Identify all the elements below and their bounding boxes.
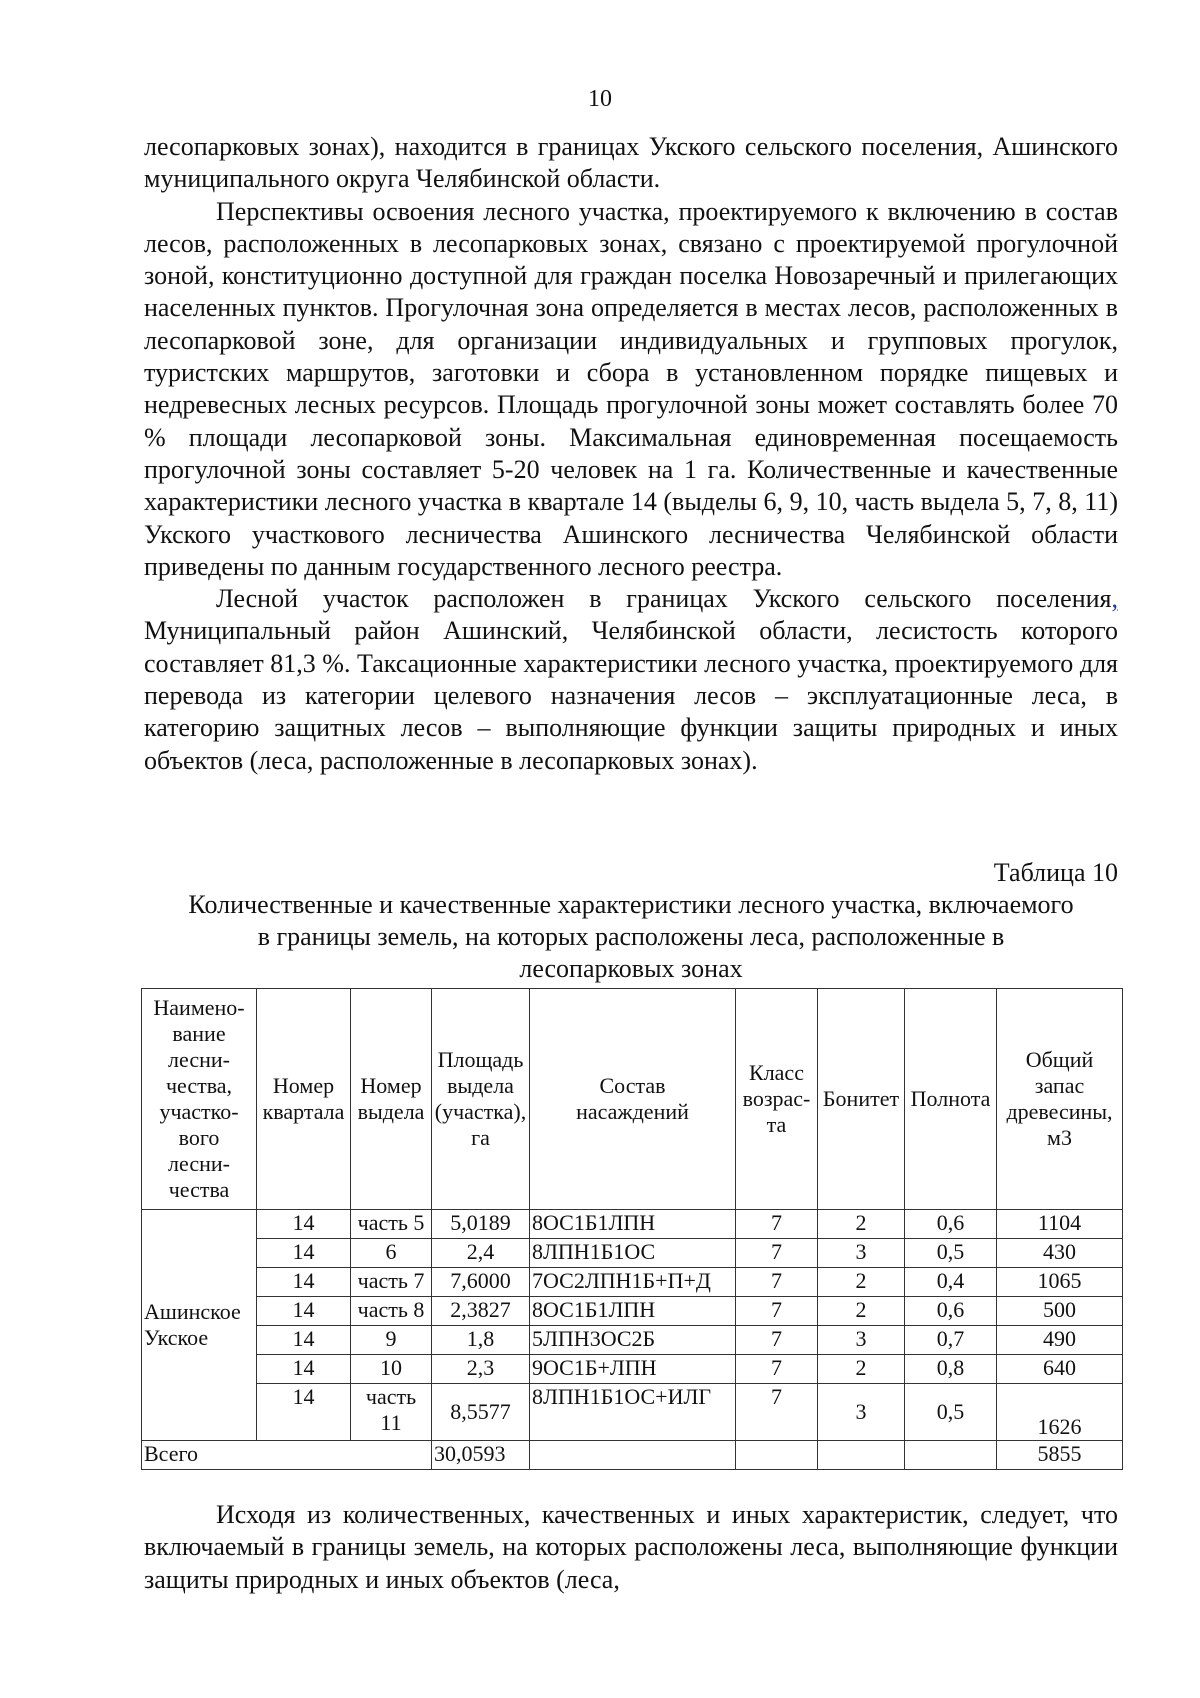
quarter-cell: 14	[257, 1297, 351, 1326]
forestry-name-cell: Ашинское Укское	[142, 1210, 257, 1441]
age-class-cell: 7	[736, 1355, 818, 1384]
composition-cell: 5ЛПН3ОС2Б	[530, 1326, 736, 1355]
bonitet-cell: 3	[818, 1326, 905, 1355]
composition-cell: 7ОС2ЛПН1Б+П+Д	[530, 1268, 736, 1297]
area-cell: 5,0189	[432, 1210, 530, 1239]
quarter-cell: 14	[257, 1210, 351, 1239]
closing-paragraph: Исходя из количественных, качественных и иных характеристик, следует, что включаемый в границы земель, на которых расположены леса, выполняющие функции защиты природных и иных объектов (леса,	[144, 1500, 1118, 1594]
table-header-row	[142, 989, 1123, 1210]
density-cell: 0,6	[905, 1210, 997, 1239]
age-class-cell: 7	[736, 1384, 818, 1441]
empty-cell	[530, 1441, 736, 1470]
bonitet-cell: 3	[818, 1384, 905, 1441]
stock-cell: 1626	[997, 1384, 1123, 1441]
paragraph-location-rest: Муниципальный район Ашинский, Челябинской области, лесистость которого составляет 81,3 %. Таксационные характеристики лесного участка, проектируемого для перевода из категории целевого назначения лесов – эксплуатационные леса, в категорию защитных лесов – выполняющие функции защиты природных и иных объектов (леса, расположенные в лесопарковых зонах).	[144, 616, 1118, 775]
composition-cell: 8ОС1Б1ЛПН	[530, 1297, 736, 1326]
age-class-cell: 7	[736, 1239, 818, 1268]
correction-mark: ,	[1111, 584, 1118, 614]
area-cell: 2,3827	[432, 1297, 530, 1326]
vydel-cell: 10	[351, 1355, 432, 1384]
age-class-cell: 7	[736, 1268, 818, 1297]
table-row	[142, 1326, 1123, 1355]
table-row	[142, 1268, 1123, 1297]
quarter-cell: 14	[257, 1326, 351, 1355]
composition-cell: 8ЛПН1Б1ОС	[530, 1239, 736, 1268]
header-density: Полнота	[905, 989, 997, 1210]
paragraph-perspectives: Перспективы освоения лесного участка, проектируемого к включению в состав лесов, расположенных в лесопарковых зонах, связано с проектируемой прогулочной зоной, конституционно доступной для граждан поселка Новозаречный и прилегающих населенных пунктов. Прогулочная зона определяется в местах лесов, расположенных в лесопарковой зоне, для организации индивидуальных и групповых прогулок, туристских маршрутов, заготовки и сбора в установленном порядке пищевых и недревесных лесных ресурсов. Площадь прогулочной зоны может составлять более 70 % площади лесопарковой зоны. Максимальная единовременная посещаемость прогулочной зоны составляет 5-20 человек на 1 га. Количественные и качественные характеристики лесного участка в квартале 14 (выделы 6, 9, 10, часть выдела 5, 7, 8, 11) Укского участкового лесничества Ашинского лесничества Челябинской области приведены по данным государственного лесного реестра.	[144, 196, 1118, 581]
page-number: 10	[588, 86, 612, 112]
paragraph-location-start: Лесной участок расположен в границах Укского сельского поселения	[216, 584, 1112, 614]
age-class-cell: 7	[736, 1297, 818, 1326]
density-cell: 0,5	[905, 1239, 997, 1268]
quarter-cell: 14	[257, 1355, 351, 1384]
vydel-cell: часть 7	[351, 1268, 432, 1297]
age-class-cell: 7	[736, 1210, 818, 1239]
area-cell: 2,4	[432, 1239, 530, 1268]
empty-cell	[905, 1441, 997, 1470]
table-label: Таблица 10	[993, 858, 1118, 887]
table-caption-line-1: Количественные и качественные характеристики лесного участка, включаемого	[188, 890, 1074, 919]
vydel-cell: часть 8	[351, 1297, 432, 1326]
stock-cell: 430	[997, 1239, 1123, 1268]
bonitet-cell: 2	[818, 1268, 905, 1297]
bonitet-cell: 2	[818, 1355, 905, 1384]
table-caption	[144, 889, 1118, 985]
table-caption-line-2: в границы земель, на которых расположены леса, расположенные в	[257, 922, 1005, 951]
stock-cell: 640	[997, 1355, 1123, 1384]
header-quarter: Номер квартала	[257, 989, 351, 1210]
area-cell: 8,5577	[432, 1384, 530, 1441]
composition-cell: 9ОС1Б+ЛПН	[530, 1355, 736, 1384]
total-area-cell: 30,0593	[432, 1441, 530, 1470]
vydel-cell: часть 5	[351, 1210, 432, 1239]
table-row	[142, 1239, 1123, 1268]
table-row	[142, 1355, 1123, 1384]
total-stock-cell: 5855	[997, 1441, 1123, 1470]
quarter-cell: 14	[257, 1268, 351, 1297]
density-cell: 0,8	[905, 1355, 997, 1384]
age-class-cell: 7	[736, 1326, 818, 1355]
area-cell: 1,8	[432, 1326, 530, 1355]
total-label-cell: Всего	[142, 1441, 432, 1470]
body-text-bottom	[144, 1499, 1118, 1596]
table-row	[142, 1297, 1123, 1326]
vydel-cell: часть 11	[351, 1384, 432, 1441]
density-cell: 0,5	[905, 1384, 997, 1441]
table-total-row	[142, 1441, 1123, 1470]
density-cell: 0,6	[905, 1297, 997, 1326]
header-stock: Общий запас древесины, м3	[997, 989, 1123, 1210]
header-vydel: Номер выдела	[351, 989, 432, 1210]
stock-cell: 1104	[997, 1210, 1123, 1239]
continuation-paragraph: лесопарковых зонах), находится в границах Укского сельского поселения, Ашинского муниципального округа Челябинской области.	[144, 132, 1118, 194]
stock-cell: 1065	[997, 1268, 1123, 1297]
bonitet-cell: 2	[818, 1297, 905, 1326]
paragraph-location	[144, 583, 1118, 777]
density-cell: 0,7	[905, 1326, 997, 1355]
area-cell: 7,6000	[432, 1268, 530, 1297]
quarter-cell: 14	[257, 1384, 351, 1441]
area-cell: 2,3	[432, 1355, 530, 1384]
table-caption-line-3: лесопарковых зонах	[519, 954, 743, 983]
header-composition: Состав насаждений	[530, 989, 736, 1210]
vydel-cell: 6	[351, 1239, 432, 1268]
header-forestry: Наимено- вание лесни- чества, участко- вого лесни- чества	[142, 989, 257, 1210]
bonitet-cell: 2	[818, 1210, 905, 1239]
bonitet-cell: 3	[818, 1239, 905, 1268]
stock-cell: 490	[997, 1326, 1123, 1355]
empty-cell	[818, 1441, 905, 1470]
table-row	[142, 1384, 1123, 1441]
header-bonitet: Бонитет	[818, 989, 905, 1210]
quarter-cell: 14	[257, 1239, 351, 1268]
header-age-class: Класс возрас- та	[736, 989, 818, 1210]
forest-characteristics-table	[141, 988, 1123, 1470]
body-text-top	[144, 131, 1118, 777]
density-cell: 0,4	[905, 1268, 997, 1297]
composition-cell: 8ОС1Б1ЛПН	[530, 1210, 736, 1239]
composition-cell: 8ЛПН1Б1ОС+ИЛГ	[530, 1384, 736, 1441]
vydel-cell: 9	[351, 1326, 432, 1355]
stock-cell: 500	[997, 1297, 1123, 1326]
header-area: Площадь выдела (участка), га	[432, 989, 530, 1210]
empty-cell	[736, 1441, 818, 1470]
table-row	[142, 1210, 1123, 1239]
